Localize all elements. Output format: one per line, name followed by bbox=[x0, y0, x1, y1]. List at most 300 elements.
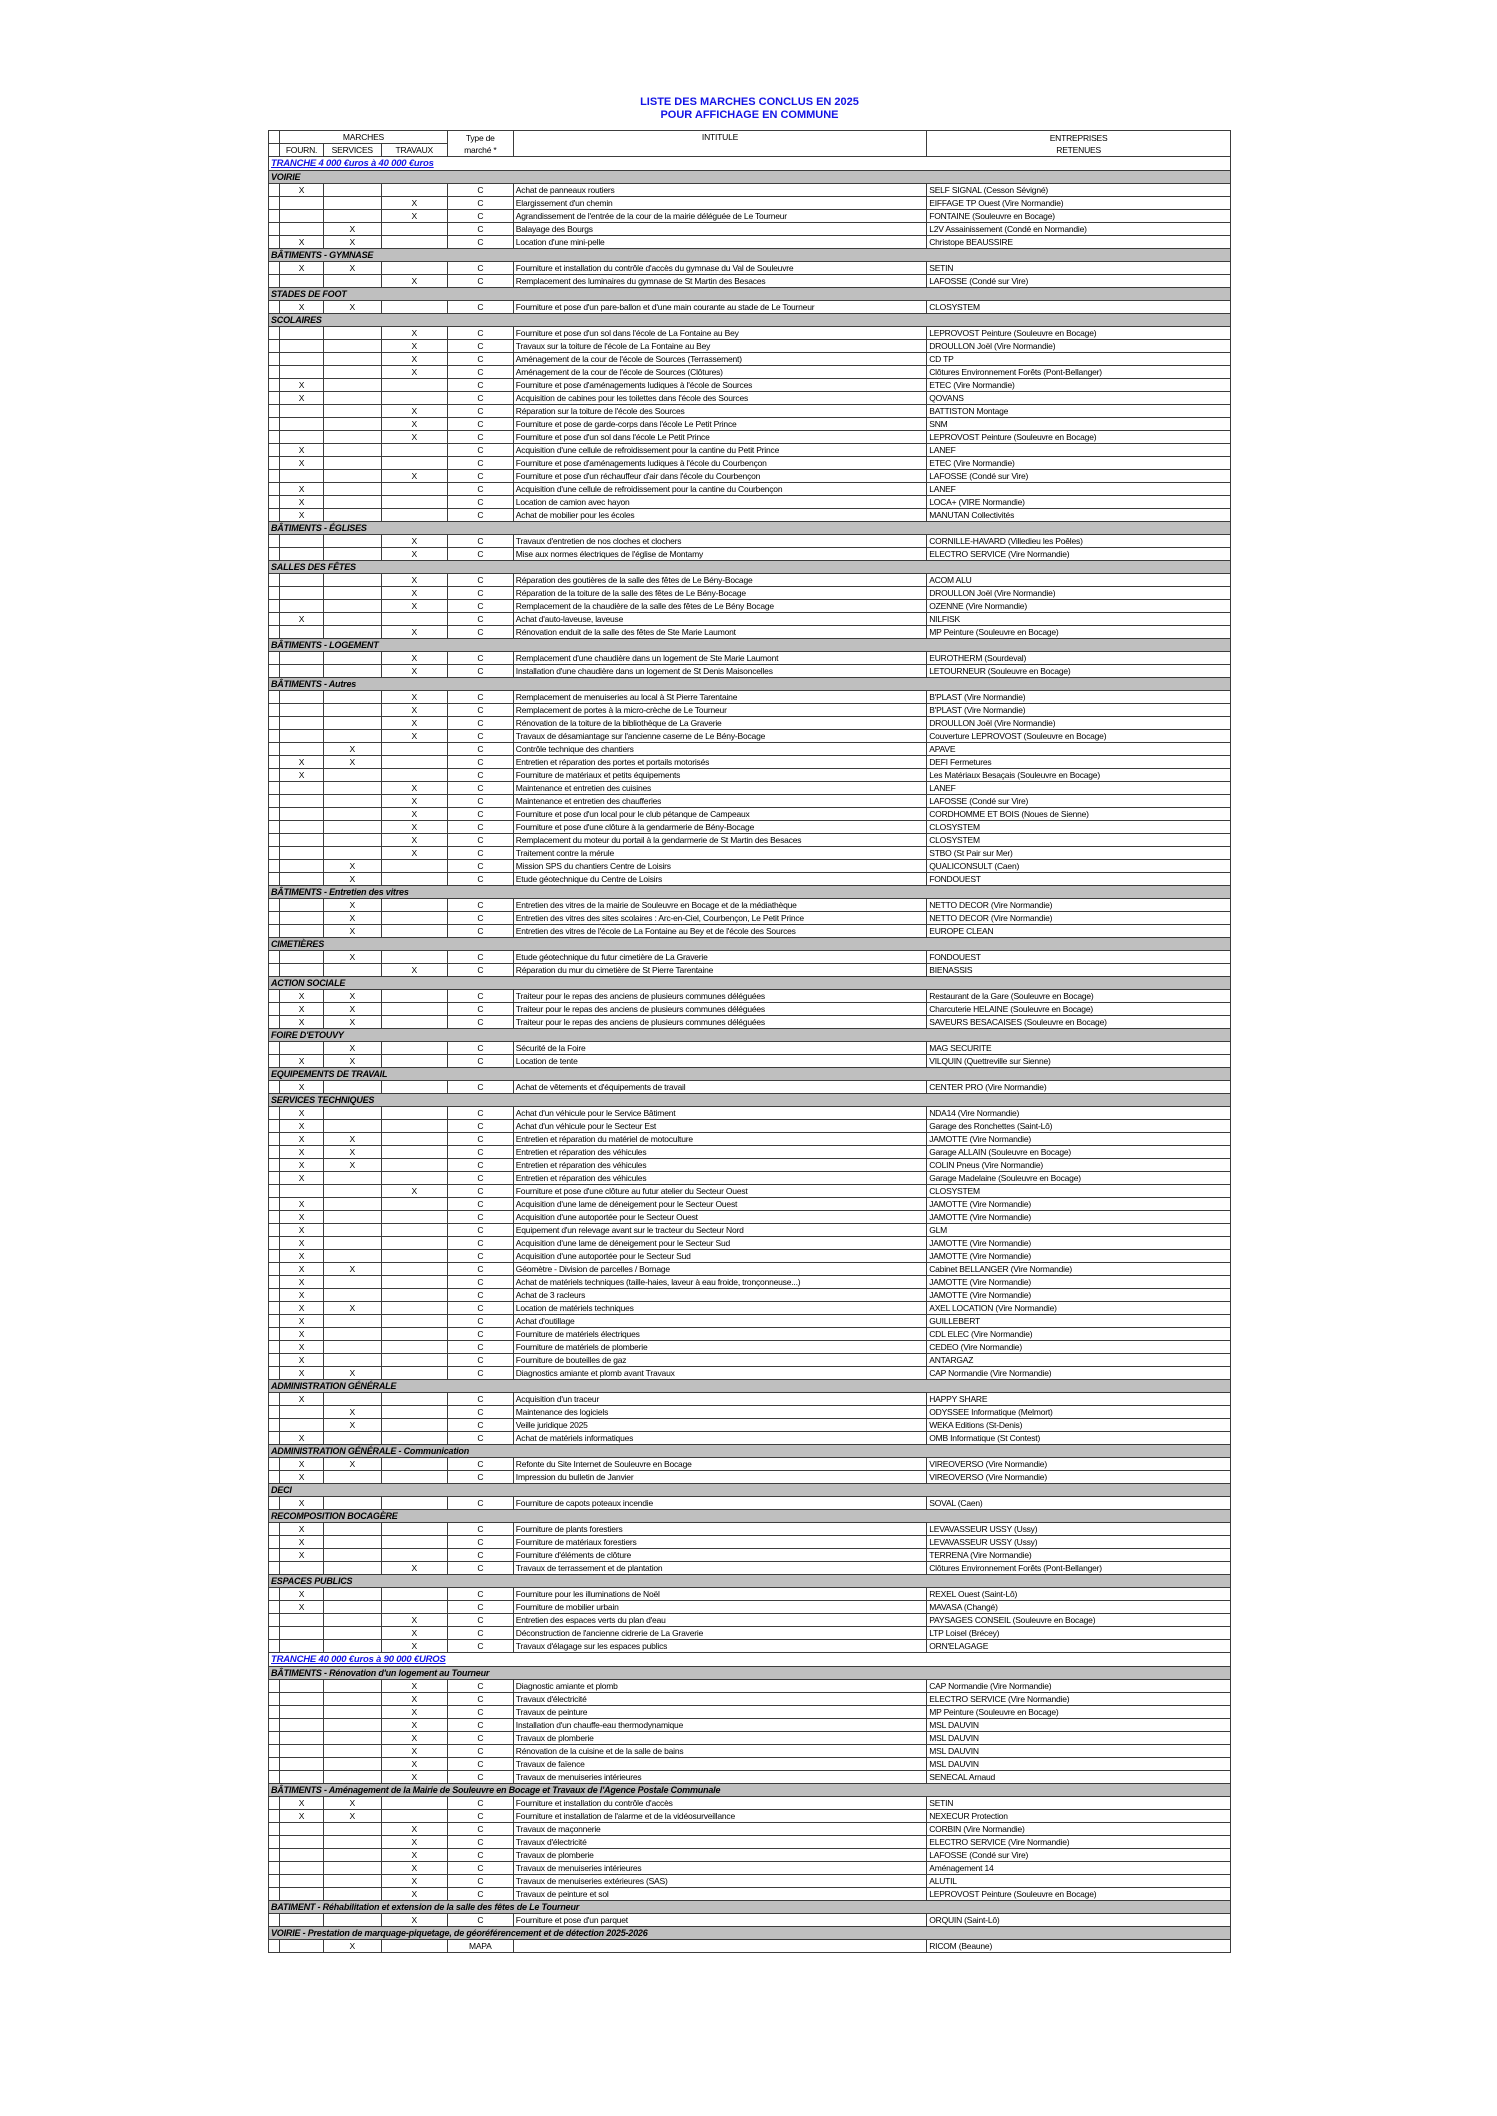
fourn-mark-cell: X bbox=[280, 756, 324, 769]
market-row bbox=[269, 964, 1231, 977]
fourn-mark-cell: X bbox=[280, 613, 324, 626]
market-row bbox=[269, 1471, 1231, 1484]
market-row bbox=[269, 1771, 1231, 1784]
type-marche-cell: C bbox=[447, 1823, 513, 1836]
type-marche-cell: C bbox=[447, 1198, 513, 1211]
fourn-mark-cell bbox=[280, 1719, 324, 1732]
type-marche-cell: C bbox=[447, 1250, 513, 1263]
entreprise-cell: QUALICONSULT (Caen) bbox=[927, 860, 1231, 873]
travaux-mark-cell: X bbox=[381, 808, 447, 821]
travaux-mark-cell: X bbox=[381, 795, 447, 808]
spacer-cell bbox=[269, 1354, 280, 1367]
intitule-cell: Sécurité de la Foire bbox=[513, 1042, 926, 1055]
spacer-cell bbox=[269, 1693, 280, 1706]
travaux-mark-cell: X bbox=[381, 366, 447, 379]
services-mark-cell bbox=[323, 1732, 381, 1745]
intitule-cell: Travaux de plomberie bbox=[513, 1849, 926, 1862]
market-row bbox=[269, 691, 1231, 704]
travaux-mark-cell bbox=[381, 1341, 447, 1354]
market-row bbox=[269, 197, 1231, 210]
entreprise-cell: ETEC (Vire Normandie) bbox=[927, 379, 1231, 392]
market-row bbox=[269, 457, 1231, 470]
fourn-mark-cell bbox=[280, 704, 324, 717]
type-marche-cell: C bbox=[447, 1237, 513, 1250]
spacer-cell bbox=[269, 1198, 280, 1211]
market-row bbox=[269, 470, 1231, 483]
services-mark-cell bbox=[323, 613, 381, 626]
travaux-mark-cell bbox=[381, 743, 447, 756]
type-marche-cell: C bbox=[447, 444, 513, 457]
type-marche-cell: C bbox=[447, 652, 513, 665]
fourn-mark-cell bbox=[280, 691, 324, 704]
spacer-cell bbox=[269, 1862, 280, 1875]
section-label-cell bbox=[269, 314, 1231, 327]
spacer-cell bbox=[269, 1601, 280, 1614]
type-marche-cell: C bbox=[447, 431, 513, 444]
section-row bbox=[269, 678, 1231, 691]
travaux-mark-cell: X bbox=[381, 964, 447, 977]
services-mark-cell: X bbox=[323, 860, 381, 873]
fourn-mark-cell bbox=[280, 873, 324, 886]
section-row bbox=[269, 1068, 1231, 1081]
type-marche-cell: C bbox=[447, 1276, 513, 1289]
intitule-cell: Travaux d'élagage sur les espaces publics bbox=[513, 1640, 926, 1653]
type-marche-cell: C bbox=[447, 847, 513, 860]
travaux-mark-cell bbox=[381, 1497, 447, 1510]
spacer-cell bbox=[269, 1471, 280, 1484]
services-mark-cell bbox=[323, 470, 381, 483]
type-marche-cell: C bbox=[447, 1263, 513, 1276]
travaux-mark-cell bbox=[381, 1250, 447, 1263]
spacer-cell bbox=[269, 1263, 280, 1276]
marches-table bbox=[268, 130, 1231, 1953]
services-mark-cell bbox=[323, 769, 381, 782]
entreprise-cell: B'PLAST (Vire Normandie) bbox=[927, 704, 1231, 717]
spacer-cell bbox=[269, 1875, 280, 1888]
spacer-cell bbox=[269, 1458, 280, 1471]
intitule-cell: Elargissement d'un chemin bbox=[513, 197, 926, 210]
type-marche-cell: C bbox=[447, 925, 513, 938]
intitule-cell: Fourniture de matériaux et petits équipements bbox=[513, 769, 926, 782]
services-mark-cell bbox=[323, 600, 381, 613]
intitule-cell: Achat de matériels techniques (taille-haies, laveur à eau froide, tronçonneuse...) bbox=[513, 1276, 926, 1289]
market-row bbox=[269, 1328, 1231, 1341]
entreprise-cell: CORDHOMME ET BOIS (Noues de Sienne) bbox=[927, 808, 1231, 821]
intitule-cell: Entretien et réparation du matériel de motoculture bbox=[513, 1133, 926, 1146]
market-row bbox=[269, 210, 1231, 223]
type-marche-cell: C bbox=[447, 1172, 513, 1185]
entreprise-cell: SELF SIGNAL (Cesson Sévigné) bbox=[927, 184, 1231, 197]
section-row bbox=[269, 1445, 1231, 1458]
entreprise-cell: ACOM ALU bbox=[927, 574, 1231, 587]
spacer-cell bbox=[269, 730, 280, 743]
spacer-cell bbox=[269, 821, 280, 834]
type-marche-cell: C bbox=[447, 418, 513, 431]
market-row bbox=[269, 1367, 1231, 1380]
market-row bbox=[269, 548, 1231, 561]
fourn-mark-cell bbox=[280, 1627, 324, 1640]
entreprise-cell: VIREOVERSO (Vire Normandie) bbox=[927, 1458, 1231, 1471]
entreprise-cell: OMB Informatique (St Contest) bbox=[927, 1432, 1231, 1445]
spacer-cell bbox=[269, 1680, 280, 1693]
entreprise-cell: B'PLAST (Vire Normandie) bbox=[927, 691, 1231, 704]
fourn-mark-cell bbox=[280, 1419, 324, 1432]
fourn-mark-cell bbox=[280, 574, 324, 587]
header-fourn: FOURN. bbox=[280, 144, 324, 157]
section-label-cell bbox=[269, 886, 1231, 899]
fourn-mark-cell: X bbox=[280, 444, 324, 457]
intitule-cell: Travaux sur la toiture de l'école de La Fontaine au Bey bbox=[513, 340, 926, 353]
market-row bbox=[269, 847, 1231, 860]
spacer-cell bbox=[269, 366, 280, 379]
spacer-cell bbox=[269, 691, 280, 704]
entreprise-cell: CAP Normandie (Vire Normandie) bbox=[927, 1680, 1231, 1693]
type-marche-cell: C bbox=[447, 1107, 513, 1120]
services-mark-cell bbox=[323, 548, 381, 561]
travaux-mark-cell bbox=[381, 1536, 447, 1549]
section-label: ACTION SOCIALE bbox=[271, 978, 346, 988]
spacer-cell bbox=[269, 834, 280, 847]
travaux-mark-cell bbox=[381, 1393, 447, 1406]
travaux-mark-cell: X bbox=[381, 353, 447, 366]
type-marche-cell: C bbox=[447, 795, 513, 808]
fourn-mark-cell bbox=[280, 847, 324, 860]
services-mark-cell bbox=[323, 392, 381, 405]
travaux-mark-cell: X bbox=[381, 1875, 447, 1888]
services-mark-cell bbox=[323, 1471, 381, 1484]
type-marche-cell: C bbox=[447, 912, 513, 925]
header-spacer-cell bbox=[269, 131, 280, 144]
entreprise-cell: SNM bbox=[927, 418, 1231, 431]
spacer-cell bbox=[269, 769, 280, 782]
fourn-mark-cell: X bbox=[280, 1393, 324, 1406]
travaux-mark-cell: X bbox=[381, 782, 447, 795]
intitule-cell: Remplacement de portes à la micro-crèche de Le Tourneur bbox=[513, 704, 926, 717]
type-marche-cell: C bbox=[447, 1797, 513, 1810]
spacer-cell bbox=[269, 431, 280, 444]
travaux-mark-cell bbox=[381, 1549, 447, 1562]
intitule-cell: Maintenance et entretien des chaufferies bbox=[513, 795, 926, 808]
spacer-cell bbox=[269, 756, 280, 769]
type-marche-cell: C bbox=[447, 223, 513, 236]
intitule-cell: Achat d'auto-laveuse, laveuse bbox=[513, 613, 926, 626]
section-label: BÂTIMENTS - Rénovation d'un logement au Tourneur bbox=[271, 1668, 490, 1678]
spacer-cell bbox=[269, 275, 280, 288]
spacer-cell bbox=[269, 1745, 280, 1758]
services-mark-cell bbox=[323, 1198, 381, 1211]
entreprise-cell: Couverture LEPROVOST (Souleuvre en Bocage) bbox=[927, 730, 1231, 743]
intitule-cell: Entretien et réparation des véhicules bbox=[513, 1159, 926, 1172]
spacer-cell bbox=[269, 379, 280, 392]
section-row bbox=[269, 639, 1231, 652]
entreprise-cell: CLOSYSTEM bbox=[927, 1185, 1231, 1198]
fourn-mark-cell bbox=[280, 405, 324, 418]
travaux-mark-cell: X bbox=[381, 600, 447, 613]
header-intitule: INTITULE bbox=[513, 131, 926, 157]
market-row bbox=[269, 1745, 1231, 1758]
intitule-cell: Location de camion avec hayon bbox=[513, 496, 926, 509]
travaux-mark-cell bbox=[381, 912, 447, 925]
section-label: ADMINISTRATION GÉNÉRALE bbox=[271, 1381, 397, 1391]
services-mark-cell: X bbox=[323, 1419, 381, 1432]
entreprise-cell: JAMOTTE (Vire Normandie) bbox=[927, 1133, 1231, 1146]
market-row bbox=[269, 1849, 1231, 1862]
travaux-mark-cell bbox=[381, 1601, 447, 1614]
intitule-cell: Contrôle technique des chantiers bbox=[513, 743, 926, 756]
section-label-cell bbox=[269, 1068, 1231, 1081]
type-marche-cell: C bbox=[447, 509, 513, 522]
market-row bbox=[269, 1185, 1231, 1198]
market-row bbox=[269, 340, 1231, 353]
type-marche-cell: C bbox=[447, 1536, 513, 1549]
fourn-mark-cell: X bbox=[280, 1198, 324, 1211]
travaux-mark-cell bbox=[381, 1016, 447, 1029]
market-row bbox=[269, 1003, 1231, 1016]
travaux-mark-cell bbox=[381, 1588, 447, 1601]
travaux-mark-cell: X bbox=[381, 691, 447, 704]
entreprise-cell: LETOURNEUR (Souleuvre en Bocage) bbox=[927, 665, 1231, 678]
intitule-cell: Travaux de peinture et sol bbox=[513, 1888, 926, 1901]
section-label-cell bbox=[269, 171, 1231, 184]
services-mark-cell bbox=[323, 1172, 381, 1185]
type-marche-cell: C bbox=[447, 626, 513, 639]
fourn-mark-cell: X bbox=[280, 1302, 324, 1315]
section-label: EQUIPEMENTS DE TRAVAIL bbox=[271, 1069, 388, 1079]
market-row bbox=[269, 795, 1231, 808]
section-label-cell bbox=[269, 1667, 1231, 1680]
entreprise-cell: SAVEURS BESACAISES (Souleuvre en Bocage) bbox=[927, 1016, 1231, 1029]
services-mark-cell bbox=[323, 1771, 381, 1784]
type-marche-cell: C bbox=[447, 1562, 513, 1575]
type-marche-cell: C bbox=[447, 1224, 513, 1237]
spacer-cell bbox=[269, 1393, 280, 1406]
intitule-cell: Fourniture de matériels de plomberie bbox=[513, 1341, 926, 1354]
entreprise-cell: ETEC (Vire Normandie) bbox=[927, 457, 1231, 470]
travaux-mark-cell bbox=[381, 1263, 447, 1276]
type-marche-cell: C bbox=[447, 1888, 513, 1901]
services-mark-cell bbox=[323, 1276, 381, 1289]
type-marche-cell: C bbox=[447, 691, 513, 704]
market-row bbox=[269, 1875, 1231, 1888]
entreprise-cell: LTP Loisel (Brécey) bbox=[927, 1627, 1231, 1640]
type-marche-cell: C bbox=[447, 1836, 513, 1849]
fourn-mark-cell: X bbox=[280, 1250, 324, 1263]
type-marche-cell: C bbox=[447, 392, 513, 405]
services-mark-cell bbox=[323, 1836, 381, 1849]
travaux-mark-cell bbox=[381, 457, 447, 470]
document-sheet bbox=[268, 96, 1231, 1953]
entreprise-cell: ALUTIL bbox=[927, 1875, 1231, 1888]
spacer-cell bbox=[269, 509, 280, 522]
services-mark-cell: X bbox=[323, 1458, 381, 1471]
type-marche-cell: C bbox=[447, 600, 513, 613]
travaux-mark-cell: X bbox=[381, 1836, 447, 1849]
fourn-mark-cell bbox=[280, 1875, 324, 1888]
spacer-cell bbox=[269, 873, 280, 886]
entreprise-cell: CAP Normandie (Vire Normandie) bbox=[927, 1367, 1231, 1380]
fourn-mark-cell bbox=[280, 1614, 324, 1627]
section-row bbox=[269, 1575, 1231, 1588]
travaux-mark-cell: X bbox=[381, 847, 447, 860]
travaux-mark-cell: X bbox=[381, 1693, 447, 1706]
services-mark-cell: X bbox=[323, 873, 381, 886]
market-row bbox=[269, 1627, 1231, 1640]
intitule-cell: Rénovation de la toiture de la bibliothèque de La Graverie bbox=[513, 717, 926, 730]
type-marche-cell: C bbox=[447, 665, 513, 678]
spacer-cell bbox=[269, 1107, 280, 1120]
travaux-mark-cell bbox=[381, 392, 447, 405]
entreprise-cell: STBO (St Pair sur Mer) bbox=[927, 847, 1231, 860]
services-mark-cell bbox=[323, 1706, 381, 1719]
intitule-cell: Acquisition d'un traceur bbox=[513, 1393, 926, 1406]
intitule-cell: Fourniture et pose d'une clôture à la gendarmerie de Bény-Bocage bbox=[513, 821, 926, 834]
type-marche-cell: C bbox=[447, 327, 513, 340]
services-mark-cell bbox=[323, 1549, 381, 1562]
section-row bbox=[269, 1927, 1231, 1940]
fourn-mark-cell bbox=[280, 1042, 324, 1055]
travaux-mark-cell bbox=[381, 1198, 447, 1211]
fourn-mark-cell bbox=[280, 808, 324, 821]
intitule-cell: Remplacement d'une chaudière dans un logement de Ste Marie Laumont bbox=[513, 652, 926, 665]
services-mark-cell bbox=[323, 1211, 381, 1224]
spacer-cell bbox=[269, 223, 280, 236]
market-row bbox=[269, 1706, 1231, 1719]
entreprise-cell: DROULLON Joël (Vire Normandie) bbox=[927, 717, 1231, 730]
market-row bbox=[269, 444, 1231, 457]
spacer-cell bbox=[269, 1588, 280, 1601]
market-row bbox=[269, 327, 1231, 340]
travaux-mark-cell bbox=[381, 1940, 447, 1953]
fourn-mark-cell bbox=[280, 1680, 324, 1693]
entreprise-cell: L2V Assainissement (Condé en Normandie) bbox=[927, 223, 1231, 236]
intitule-cell: Achat de 3 racleurs bbox=[513, 1289, 926, 1302]
services-mark-cell bbox=[323, 1120, 381, 1133]
section-label: SCOLAIRES bbox=[271, 315, 322, 325]
market-row bbox=[269, 1640, 1231, 1653]
intitule-cell: Achat de panneaux routiers bbox=[513, 184, 926, 197]
spacer-cell bbox=[269, 457, 280, 470]
services-mark-cell bbox=[323, 353, 381, 366]
travaux-mark-cell: X bbox=[381, 548, 447, 561]
entreprise-cell: MP Peinture (Souleuvre en Bocage) bbox=[927, 1706, 1231, 1719]
services-mark-cell: X bbox=[323, 1016, 381, 1029]
spacer-cell bbox=[269, 1341, 280, 1354]
tranche-label-cell bbox=[269, 1653, 1231, 1667]
services-mark-cell bbox=[323, 1562, 381, 1575]
type-marche-cell: C bbox=[447, 1706, 513, 1719]
entreprise-cell: LAFOSSE (Condé sur Vire) bbox=[927, 1849, 1231, 1862]
type-marche-cell: C bbox=[447, 1614, 513, 1627]
travaux-mark-cell bbox=[381, 756, 447, 769]
spacer-cell bbox=[269, 1224, 280, 1237]
intitule-cell: Acquisition de cabines pour les toilettes dans l'école des Sources bbox=[513, 392, 926, 405]
entreprise-cell: CLOSYSTEM bbox=[927, 834, 1231, 847]
type-marche-cell: C bbox=[447, 860, 513, 873]
fourn-mark-cell: X bbox=[280, 1601, 324, 1614]
type-marche-cell: C bbox=[447, 210, 513, 223]
type-marche-cell: C bbox=[447, 197, 513, 210]
travaux-mark-cell: X bbox=[381, 587, 447, 600]
section-label-cell bbox=[269, 1784, 1231, 1797]
market-row bbox=[269, 873, 1231, 886]
section-label-cell bbox=[269, 639, 1231, 652]
travaux-mark-cell: X bbox=[381, 210, 447, 223]
intitule-cell: Travaux de maçonnerie bbox=[513, 1823, 926, 1836]
travaux-mark-cell: X bbox=[381, 1914, 447, 1927]
fourn-mark-cell: X bbox=[280, 1458, 324, 1471]
travaux-mark-cell bbox=[381, 1289, 447, 1302]
services-mark-cell bbox=[323, 1497, 381, 1510]
fourn-mark-cell bbox=[280, 964, 324, 977]
spacer-cell bbox=[269, 1758, 280, 1771]
spacer-cell bbox=[269, 1536, 280, 1549]
type-marche-cell: C bbox=[447, 743, 513, 756]
services-mark-cell bbox=[323, 1081, 381, 1094]
spacer-cell bbox=[269, 1914, 280, 1927]
entreprise-cell: LAFOSSE (Condé sur Vire) bbox=[927, 275, 1231, 288]
services-mark-cell bbox=[323, 730, 381, 743]
type-marche-cell: C bbox=[447, 1523, 513, 1536]
type-marche-cell: C bbox=[447, 1862, 513, 1875]
fourn-mark-cell bbox=[280, 782, 324, 795]
travaux-mark-cell bbox=[381, 1172, 447, 1185]
spacer-cell bbox=[269, 925, 280, 938]
intitule-cell: Mise aux normes électriques de l'église de Montamy bbox=[513, 548, 926, 561]
type-marche-cell: C bbox=[447, 340, 513, 353]
intitule-cell: Fourniture et installation du contrôle d'accès bbox=[513, 1797, 926, 1810]
section-label-cell bbox=[269, 1029, 1231, 1042]
section-label-cell bbox=[269, 1575, 1231, 1588]
entreprise-cell: ODYSSEE Informatique (Melmort) bbox=[927, 1406, 1231, 1419]
intitule-cell: Traitement contre la mérule bbox=[513, 847, 926, 860]
spacer-cell bbox=[269, 1133, 280, 1146]
spacer-cell bbox=[269, 964, 280, 977]
fourn-mark-cell: X bbox=[280, 1107, 324, 1120]
fourn-mark-cell bbox=[280, 470, 324, 483]
entreprise-cell: ELECTRO SERVICE (Vire Normandie) bbox=[927, 548, 1231, 561]
market-row bbox=[269, 379, 1231, 392]
intitule-cell: Réparation sur la toiture de l'école des Sources bbox=[513, 405, 926, 418]
entreprise-cell: Garage ALLAIN (Souleuvre en Bocage) bbox=[927, 1146, 1231, 1159]
intitule-cell: Installation d'une chaudière dans un logement de St Denis Maisoncelles bbox=[513, 665, 926, 678]
travaux-mark-cell: X bbox=[381, 1640, 447, 1653]
section-row bbox=[269, 1484, 1231, 1497]
spacer-cell bbox=[269, 1042, 280, 1055]
travaux-mark-cell: X bbox=[381, 327, 447, 340]
market-row bbox=[269, 1693, 1231, 1706]
market-row bbox=[269, 912, 1231, 925]
market-row bbox=[269, 483, 1231, 496]
spacer-cell bbox=[269, 418, 280, 431]
travaux-mark-cell: X bbox=[381, 1732, 447, 1745]
type-marche-cell: C bbox=[447, 1055, 513, 1068]
travaux-mark-cell bbox=[381, 444, 447, 457]
section-row bbox=[269, 1784, 1231, 1797]
entreprise-cell: JAMOTTE (Vire Normandie) bbox=[927, 1276, 1231, 1289]
fourn-mark-cell bbox=[280, 1888, 324, 1901]
market-row bbox=[269, 1172, 1231, 1185]
travaux-mark-cell bbox=[381, 1328, 447, 1341]
page-title-line1: LISTE DES MARCHES CONCLUS EN 2025 bbox=[640, 96, 859, 108]
services-mark-cell bbox=[323, 691, 381, 704]
fourn-mark-cell: X bbox=[280, 1237, 324, 1250]
fourn-mark-cell: X bbox=[280, 1133, 324, 1146]
services-mark-cell: X bbox=[323, 1133, 381, 1146]
fourn-mark-cell: X bbox=[280, 1536, 324, 1549]
entreprise-cell: LEVAVASSEUR USSY (Ussy) bbox=[927, 1523, 1231, 1536]
services-mark-cell bbox=[323, 431, 381, 444]
entreprise-cell: TERRENA (Vire Normandie) bbox=[927, 1549, 1231, 1562]
